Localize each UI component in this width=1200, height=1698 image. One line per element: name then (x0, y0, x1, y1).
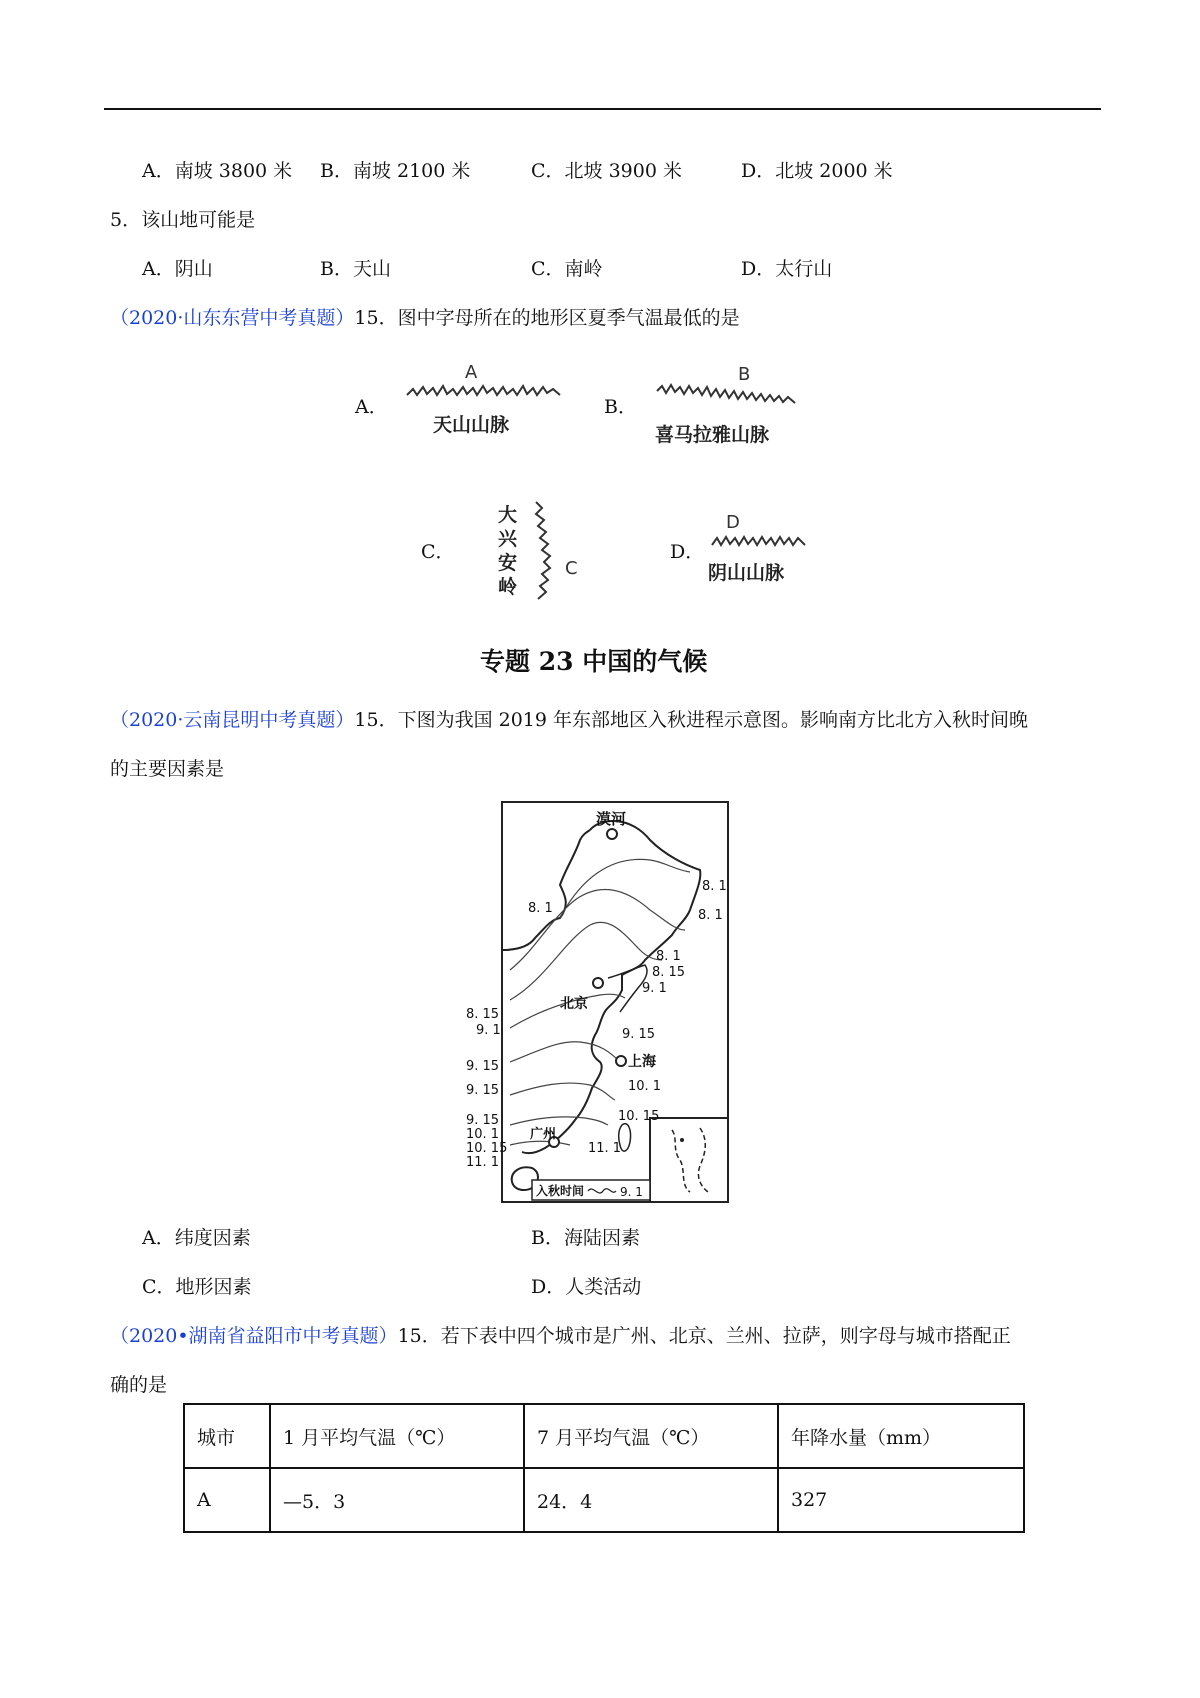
q4-option-b: B．南坡 2100 米 (320, 160, 471, 182)
map-label: 9. 15 (466, 1059, 500, 1074)
city-shanghai: 上海 (628, 1054, 656, 1070)
map-legend-title: 入秋时间 (536, 1184, 585, 1198)
q-dongying-stem: 15．图中字母所在的地形区夏季气温最低的是 (354, 307, 740, 329)
dy-option-a-name: 天山山脉 (433, 414, 510, 436)
q-yiyang-stem2: 确的是 (110, 1374, 168, 1396)
q5-option-d: D．太行山 (741, 258, 833, 280)
map-label: 10. 15 (466, 1141, 508, 1156)
map-legend-value: 9. 1 (620, 1185, 643, 1199)
city-mohe: 漠河 (596, 810, 627, 828)
map-label: 11. 1 (466, 1155, 500, 1170)
autumn-onset-map (450, 800, 740, 1206)
tianshan-mountain-icon (405, 383, 565, 403)
table-cell: 327 (778, 1468, 1024, 1532)
q-yiyang-line1 (110, 1321, 1011, 1348)
km-option-c: C．地形因素 (142, 1276, 252, 1298)
dy-option-b-letter: B (738, 364, 751, 385)
city-guangzhou: 广州 (530, 1127, 557, 1142)
map-label: 8. 15 (652, 965, 686, 980)
q4-option-d: D．北坡 2000 米 (741, 160, 893, 182)
yinshan-mountain-icon (710, 533, 810, 551)
dy-option-d-name: 阴山山脉 (708, 562, 785, 584)
table-cell: 24．4 (524, 1468, 778, 1532)
map-label: 9. 15 (622, 1027, 656, 1042)
q-kunming-line1 (110, 705, 1028, 732)
q5-option-c: C．南岭 (531, 258, 603, 280)
map-label: 9. 15 (466, 1083, 500, 1098)
dy-option-c-label: C． (421, 541, 455, 563)
dy-option-b-name: 喜马拉雅山脉 (655, 424, 770, 446)
q-kunming-stem2: 的主要因素是 (110, 758, 225, 780)
km-option-d: D．人类活动 (531, 1276, 642, 1298)
dy-option-d-label: D． (670, 541, 705, 563)
q-kunming-source: （2020·云南昆明中考真题） (110, 709, 355, 731)
dy-option-c-letter: C (565, 558, 578, 579)
dy-option-a-label: A． (355, 396, 388, 418)
section-title: 专题 23 中国的气候 (480, 647, 708, 676)
q5-option-b: B．天山 (320, 258, 391, 280)
dy-option-d-letter: D (726, 512, 740, 533)
q5-stem: 5．该山地可能是 (110, 209, 256, 231)
map-label: 9. 1 (476, 1023, 501, 1038)
q-kunming-stem1: 15．下图为我国 2019 年东部地区入秋进程示意图。影响南方比北方入秋时间晚 (354, 709, 1029, 731)
table-header-cell: 7 月平均气温（℃） (524, 1404, 778, 1468)
map-label: 10. 1 (466, 1127, 500, 1142)
map-label: 11. 1 (588, 1141, 622, 1156)
map-label: 8. 1 (656, 949, 681, 964)
header-rule (104, 108, 1101, 110)
map-label: 9. 15 (466, 1113, 500, 1128)
table-header-cell: 1 月平均气温（℃） (270, 1404, 524, 1468)
q5-option-a: A．阴山 (142, 258, 213, 280)
table-header-row (184, 1404, 1024, 1468)
table-row (184, 1468, 1024, 1532)
dy-option-b-label: B． (604, 396, 637, 418)
table-header-cell: 城市 (184, 1404, 270, 1468)
q4-option-a: A．南坡 3800 米 (142, 160, 293, 182)
map-label: 8. 1 (528, 901, 553, 916)
km-option-b: B．海陆因素 (531, 1227, 640, 1249)
table-header-cell: 年降水量（mm） (778, 1404, 1024, 1468)
km-option-a: A．纬度因素 (142, 1227, 251, 1249)
map-label: 8. 1 (702, 879, 727, 894)
table-cell: A (184, 1468, 270, 1532)
map-label: 9. 1 (642, 981, 667, 996)
daxinganling-mountain-icon (528, 500, 564, 602)
q-dongying-line (110, 303, 740, 330)
dy-option-c-name: 大兴安岭 (498, 504, 518, 598)
himalaya-mountain-icon (655, 383, 800, 409)
dy-option-a-letter: A (465, 362, 478, 383)
map-label: 10. 1 (628, 1079, 662, 1094)
map-label: 10. 15 (618, 1109, 660, 1124)
q4-option-c: C．北坡 3900 米 (531, 160, 682, 182)
city-climate-table (183, 1403, 1025, 1533)
city-beijing: 北京 (560, 996, 588, 1012)
map-label: 8. 1 (698, 908, 723, 923)
q-yiyang-stem1: 15．若下表中四个城市是广州、北京、兰州、拉萨，则字母与城市搭配正 (397, 1325, 1011, 1347)
q-dongying-source: （2020·山东东营中考真题） (110, 307, 355, 329)
map-label: 8. 15 (466, 1007, 500, 1022)
table-cell: —5．3 (270, 1468, 524, 1532)
q-yiyang-source: （2020•湖南省益阳市中考真题） (110, 1325, 398, 1347)
